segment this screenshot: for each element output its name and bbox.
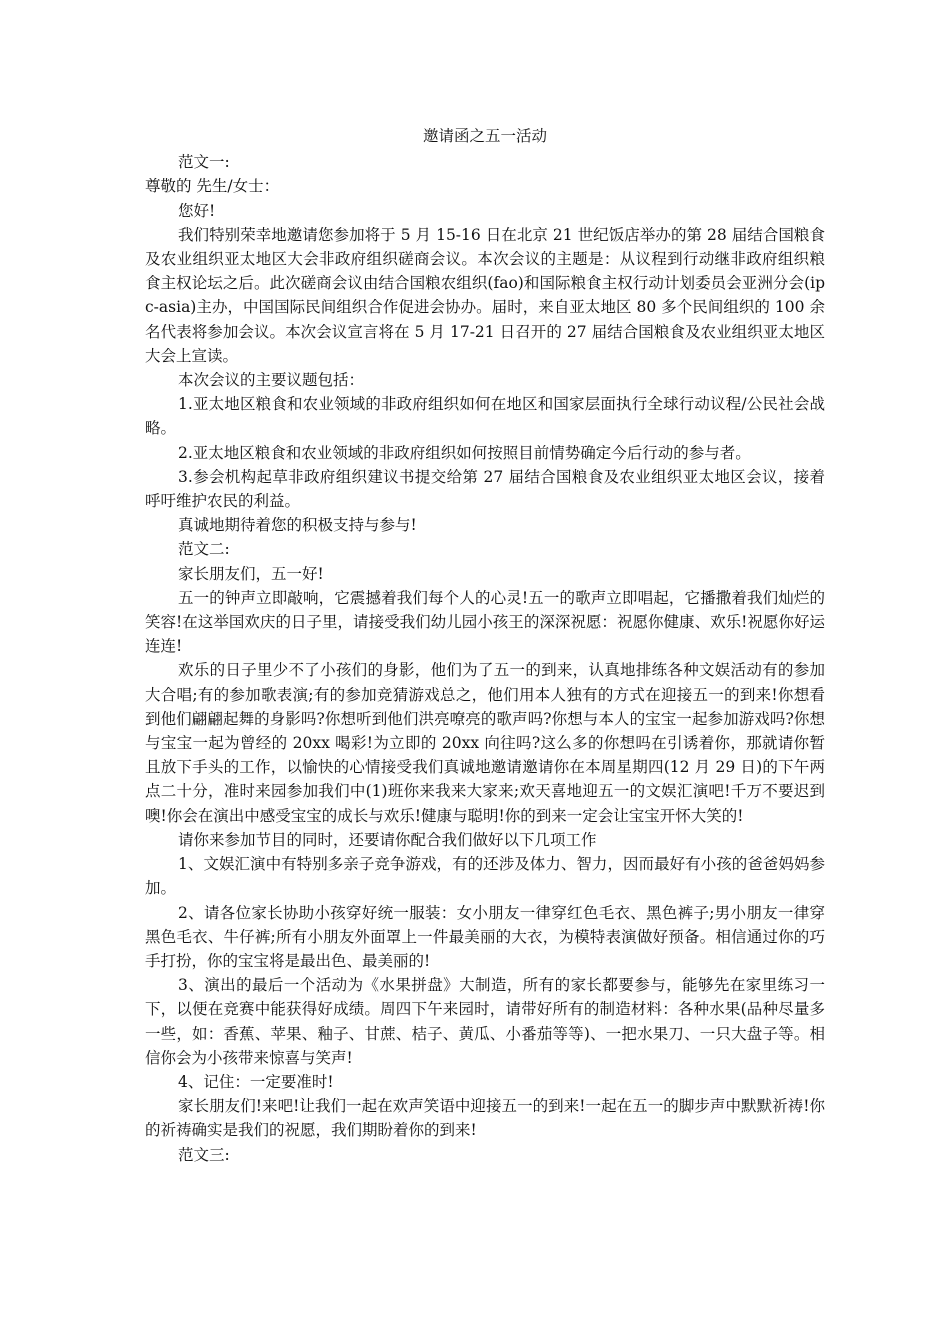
paragraph: 本次会议的主要议题包括： [178, 371, 365, 390]
paragraph: 家长朋友们，五一好! [178, 564, 324, 583]
paragraph: 4、记住：一定要准时! [178, 1072, 334, 1091]
paragraph: 范文三: [178, 1145, 230, 1164]
paragraph: 1.亚太地区粮食和农业领域的非政府组织如何在地区和国家层面执行全球行动议程/公民社会战略。 [145, 395, 825, 438]
paragraph-list [145, 150, 825, 1167]
document-title: 邀请函之五一活动 [422, 127, 547, 145]
paragraph: 尊敬的 先生/女士： [145, 177, 280, 196]
paragraph: 您好! [178, 201, 216, 220]
paragraph: 2、请各位家长协助小孩穿好统一服装：女小朋友一律穿红色毛衣、黑色裤子;男小朋友一律穿黑色毛衣、牛仔裤;所有小朋友外面罩上一件最美丽的大衣，为模特表演做好预备。相信通过你的巧手打扮，你的宝宝将是最出色、最美丽的! [145, 903, 825, 970]
paragraph: 欢乐的日子里少不了小孩们的身影，他们为了五一的到来，认真地排练各种文娱活动有的参加大合唱;有的参加歌表演;有的参加竞猜游戏总之，他们用本人独有的方式在迎接五一的到来!你想看到他们翩翩起舞的身影吗?你想听到他们洪亮嘹亮的歌声吗?你想与本人的宝宝一起参加游戏吗?你想与宝宝一起为曾经的 20xx 喝彩!为立即的 20xx 向往吗?这么多的你想吗在引诱着你，那就请你暂且放下手头的工作，以愉快的心情接受我们真诚地邀请邀请你在本周星期四(12 月 29 日)的下午两点二十分，准时来园参加我们中(1)班你来我来大家来;欢天喜地迎五一的文娱汇演吧!千万不要迟到噢!你会在演出中感受宝宝的成长与欢乐!健康与聪明!你的到来一定会让宝宝开怀大笑的! [145, 661, 825, 825]
paragraph: 3.参会机构起草非政府组织建议书提交给第 27 届结合国粮食及农业组织亚太地区会议，接着呼吁维护农民的利益。 [145, 467, 825, 511]
document-body [145, 124, 825, 1167]
paragraph: 2.亚太地区粮食和农业领域的非政府组织如何按照目前情势确定今后行动的参与者。 [178, 443, 751, 462]
paragraph: 范文二: [178, 540, 230, 559]
paragraph: 五一的钟声立即敲响，它震撼着我们每个人的心灵!五一的歌声立即唱起，它播撒着我们灿烂的笑容!在这举国欢庆的日子里，请接受我们幼儿园小孩王的深深祝愿：祝愿你健康、欢乐!祝愿你好运连连! [145, 588, 825, 656]
paragraph: 家长朋友们!来吧!让我们一起在欢声笑语中迎接五一的到来!一起在五一的脚步声中默默祈祷!你的祈祷确实是我们的祝愿，我们期盼着你的到来! [145, 1097, 825, 1140]
paragraph: 我们特别荣幸地邀请您参加将于 5 月 15-16 日在北京 21 世纪饭店举办的第 28 届结合国粮食及农业组织亚太地区大会非政府组织磋商会议。本次会议的主题是：从议程到行动继非政府组织粮食主权论坛之后。此次磋商会议由结合国粮农组织(fao)和国际粮食主权行动计划委员会亚洲分会(ipc-asia)主办，中国国际民间组织合作促进会协办。届时，来自亚太地区 80 多个民间组织的 100 余名代表将参加会议。本次会议宣言将在 5 月 17-21 日召开的 27 届结合国粮食及农业组织亚太地区大会上宣读。 [145, 225, 825, 365]
paragraph: 3、演出的最后一个活动为《水果拼盘》大制造，所有的家长都要参与，能够先在家里练习一下，以便在竞赛中能获得好成绩。周四下午来园时，请带好所有的制造材料：各种水果(品种尽量多一些，如：香蕉、苹果、釉子、甘蔗、桔子、黄瓜、小番茄等等)、一把水果刀、一只大盘子等。相信你会为小孩带来惊喜与笑声! [145, 976, 825, 1067]
paragraph: 范文一: [178, 153, 230, 172]
paragraph: 1、文娱汇演中有特别多亲子竞争游戏，有的还涉及体力、智力，因而最好有小孩的爸爸妈妈参加。 [145, 855, 825, 898]
paragraph: 真诚地期待着您的积极支持与参与! [178, 516, 417, 535]
paragraph: 请你来参加节目的同时，还要请你配合我们做好以下几项工作 [178, 830, 597, 849]
